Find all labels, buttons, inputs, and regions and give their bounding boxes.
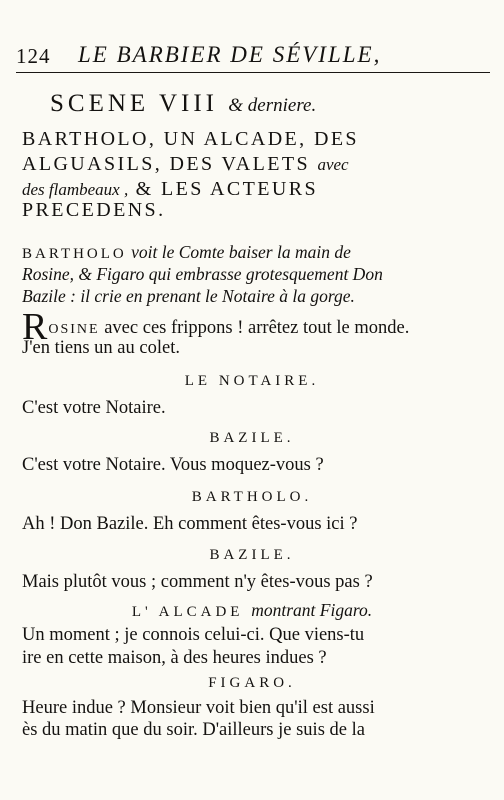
- characters-line-4: PRECEDENS.: [22, 199, 166, 221]
- stage-direction-text-1: voit le Comte baiser la main de: [131, 242, 351, 262]
- stage-direction-line-3: Bazile : il crie en prenant le Notaire à la gorge.: [22, 286, 355, 306]
- speech-bazile: C'est votre Notaire. Vous moquez-vous ?: [22, 455, 324, 475]
- speaker-alcade-line: [0, 600, 504, 621]
- stage-direction-name: BARTHOLO: [22, 246, 127, 262]
- speech-notaire: C'est votre Notaire.: [22, 398, 166, 418]
- speaker-bazile: BAZILE.: [209, 430, 295, 446]
- speech-figaro-1: Heure indue ? Monsieur voit bien qu'il est aussi: [22, 698, 375, 718]
- alcade-direction: montrant Figaro.: [251, 600, 373, 620]
- scene-subtitle: & derniere.: [228, 95, 317, 116]
- speech-bazile-2: Mais plutôt vous ; comment n'y êtes-vous pas ?: [22, 572, 373, 592]
- speaker-figaro: FIGARO.: [208, 675, 296, 691]
- running-title: LE BARBIER DE SÉVILLE,: [78, 42, 382, 67]
- characters-line-3-italic: des flambeaux ,: [22, 180, 129, 199]
- speech-alcade-2: ire en cette maison, à des heures indues ?: [22, 648, 327, 668]
- drop-cap: R: [22, 306, 48, 348]
- opening-speaker: OSINE: [48, 322, 100, 337]
- scene-title: SCENE VIII: [50, 90, 219, 117]
- speaker-notaire: LE NOTAIRE.: [184, 373, 320, 389]
- page-header: [16, 40, 486, 68]
- speech-figaro-2: ès du matin que du soir. D'ailleurs je suis de la: [22, 720, 365, 740]
- characters-line-2: [22, 153, 482, 176]
- speaker-alcade: L' ALCADE: [131, 604, 244, 620]
- speaker-bartholo: BARTHOLO.: [191, 489, 313, 505]
- characters-line-2-italic: avec: [317, 155, 349, 174]
- scene-heading: [50, 90, 470, 118]
- page-number: 124: [16, 44, 51, 68]
- speaker-bazile-2: BAZILE.: [209, 547, 295, 563]
- opening-line-1-text: avec ces frippons ! arrêtez tout le monde.: [104, 318, 410, 338]
- header-rule: [16, 72, 490, 73]
- stage-direction-line-1: [22, 242, 492, 263]
- speech-alcade-1: Un moment ; je connois celui-ci. Que viens-tu: [22, 625, 365, 645]
- characters-line-2-caps: ALGUASILS, DES VALETS: [22, 153, 311, 175]
- opening-line-2: J'en tiens un au colet.: [22, 338, 180, 358]
- characters-line-3-caps: & LES ACTEURS: [135, 178, 318, 200]
- stage-direction-line-2: Rosine, & Figaro qui embrasse grotesquement Don: [22, 264, 383, 284]
- speech-bartholo: Ah ! Don Bazile. Eh comment êtes-vous ici ?: [22, 514, 358, 534]
- characters-line-1: BARTHOLO, UN ALCADE, DES: [22, 128, 359, 150]
- characters-line-3: [22, 178, 482, 201]
